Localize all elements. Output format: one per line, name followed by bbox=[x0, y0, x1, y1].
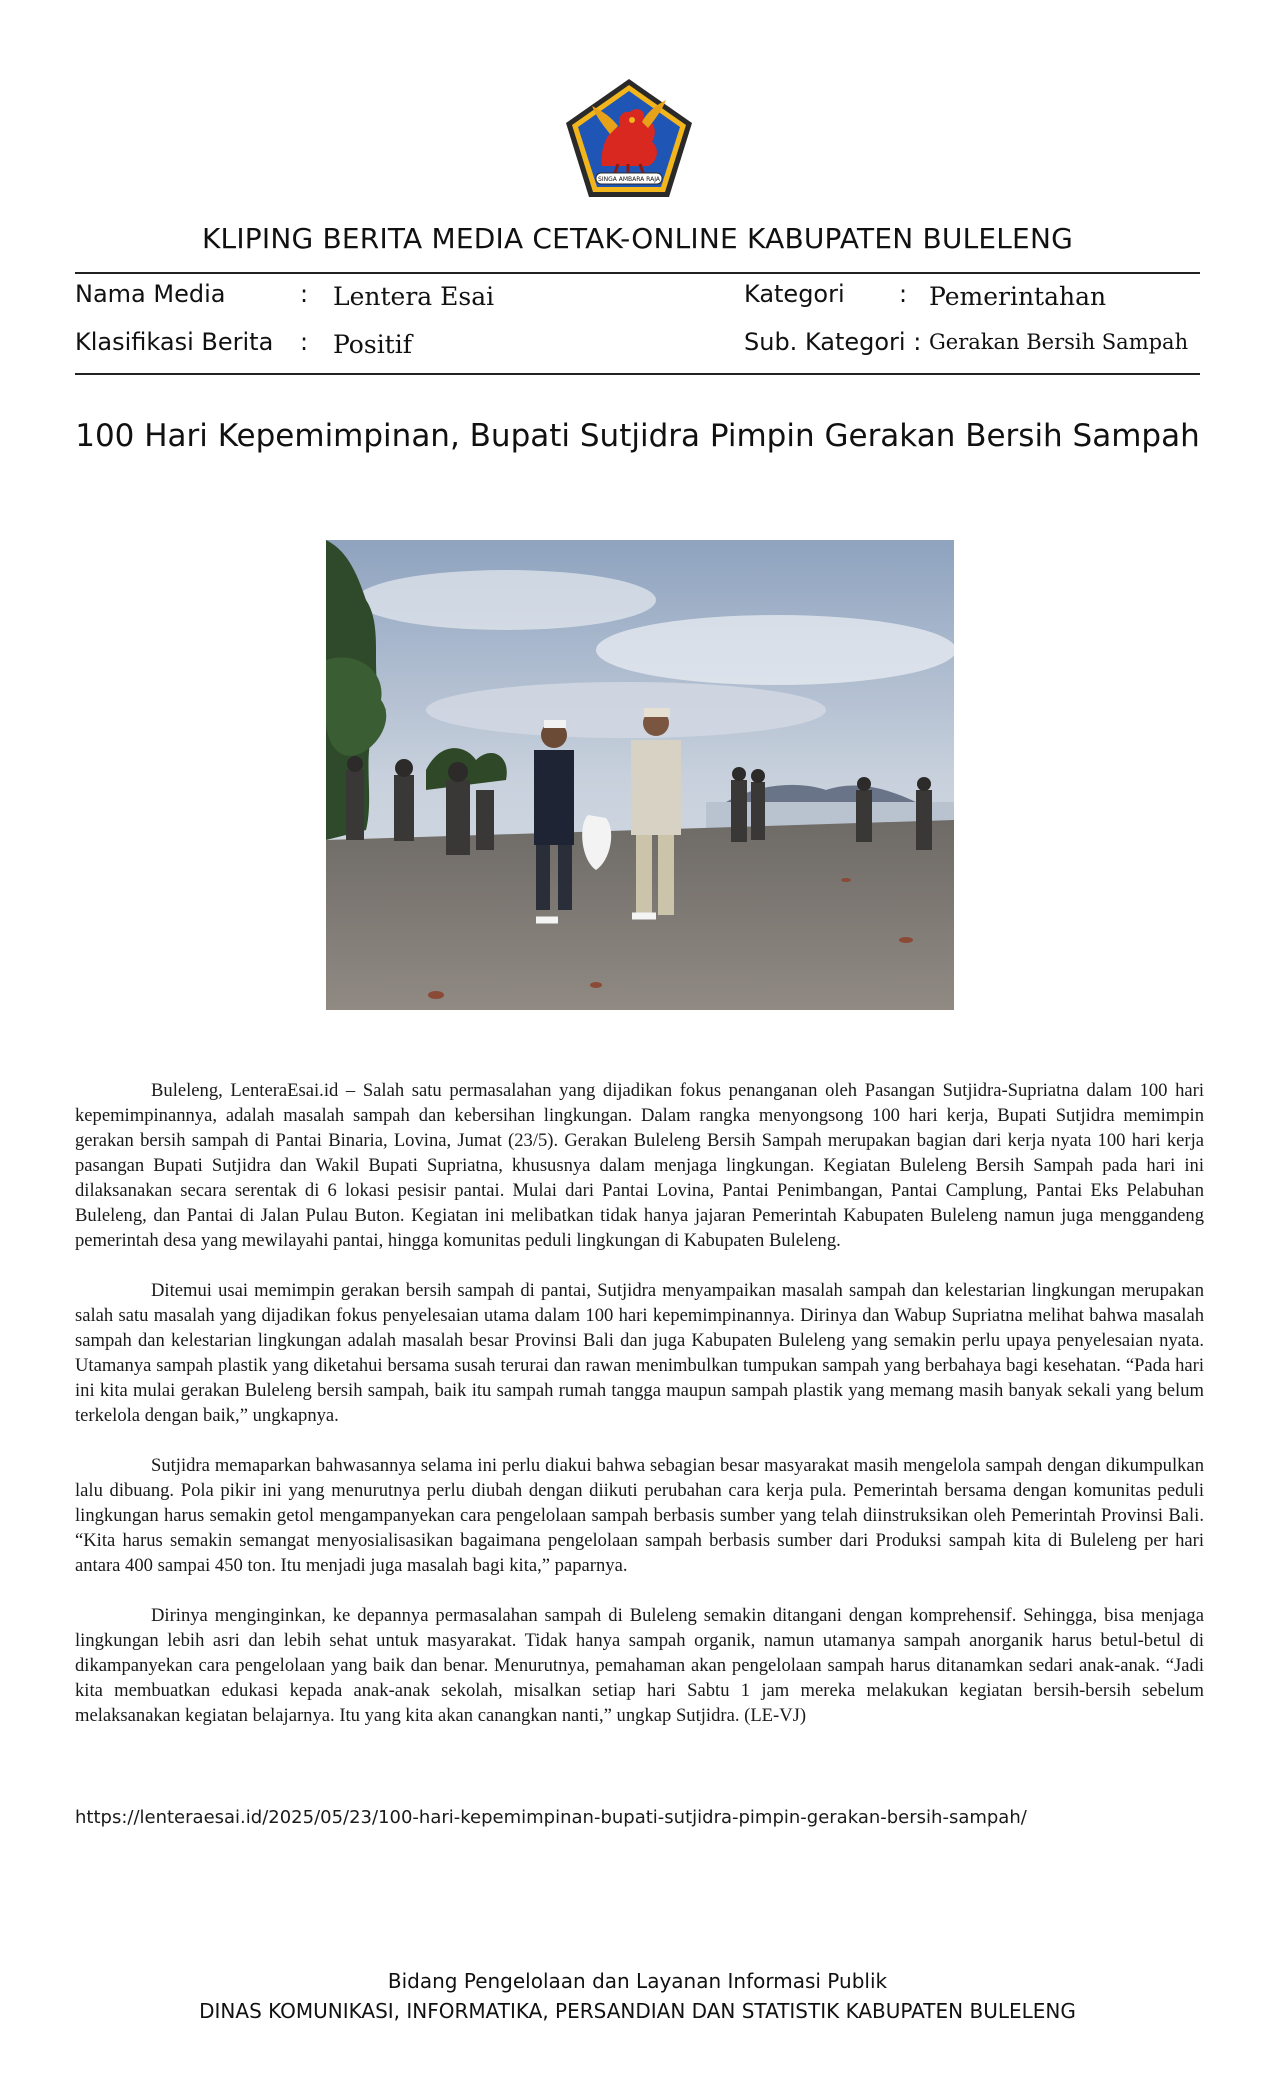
article-headline: 100 Hari Kepemimpinan, Bupati Sutjidra Pimpin Gerakan Bersih Sampah bbox=[75, 418, 1200, 454]
article-paragraph: Ditemui usai memimpin gerakan bersih sampah di pantai, Sutjidra menyampaikan masalah sampah dan kelestarian lingkungan merupakan salah satu masalah yang dijadikan fokus penyelesaian utama dalam 100 hari kepemimpinannya. Dirinya dan Wabup Supriatna melihat bahwa masalah sampah dan kelestarian lingkungan adalah masalah besar Provinsi Bali dan juga Kabupaten Buleleng yang semakin perlu upaya penyelesaian nyata. Utamanya sampah plastik yang diketahui bersama susah terurai dan rawan menimbulkan tumpukan sampah yang berbahaya bagi kesehatan. “Pada hari ini kita mulai gerakan Buleleng bersih sampah, baik itu sampah rumah tangga maupun sampah plastik yang memang masih banyak sekali yang belum terkelola dengan baik,” ungkapnya. bbox=[75, 1280, 1204, 1426]
classification-colon: : bbox=[300, 328, 309, 356]
footer-division: Bidang Pengelolaan dan Layanan Informasi Publik bbox=[387, 1969, 888, 1993]
beach-cleanup-photo bbox=[326, 540, 954, 1010]
article-paragraph: Buleleng, LenteraEsai.id – Salah satu permasalahan yang dijadikan fokus penanganan oleh Pasangan Sutjidra-Supriatna dalam 100 hari kepemimpinannya, adalah masalah sampah dan kebersihan lingkungan. Dalam rangka menyongsong 100 hari kerja, Bupati Sutjidra memimpin gerakan bersih sampah di Pantai Binaria, Lovina, Jumat (23/5). Gerakan Buleleng Bersih Sampah merupakan bagian dari kerja nyata 100 hari kerja pasangan Bupati Sutjidra dan Wakil Bupati Supriatna, khususnya dalam menjaga lingkungan. Kegiatan Buleleng Bersih Sampah pada hari ini dilaksanakan secara serentak di 6 lokasi pesisir pantai. Mulai dari Pantai Lovina, Pantai Penimbangan, Pantai Camplung, Pantai Eks Pelabuhan Buleleng, dan Pantai di Jalan Pulau Buton. Kegiatan ini melibatkan tidak hanya jajaran Pemerintah Kabupaten Buleleng namun juga menggandeng pemerintah desa yang mewilayahi pantai, hingga komunitas peduli lingkungan di Kabupaten Buleleng. bbox=[75, 1080, 1204, 1251]
source-url-link[interactable]: https://lenteraesai.id/2025/05/23/100-hari-kepemimpinan-bupati-sutjidra-pimpin-gerakan-bersih-sampah/ bbox=[75, 1807, 1027, 1828]
subcategory-value: Gerakan Bersih Sampah bbox=[929, 330, 1189, 354]
media-name-value: Lentera Esai bbox=[333, 282, 495, 311]
document-header-title: KLIPING BERITA MEDIA CETAK-ONLINE KABUPATEN BULELENG bbox=[201, 222, 1073, 255]
classification-label: Klasifikasi Berita bbox=[75, 328, 274, 356]
media-name-colon: : bbox=[300, 280, 309, 308]
category-value: Pemerintahan bbox=[929, 282, 1107, 311]
footer-agency: DINAS KOMUNIKASI, INFORMATIKA, PERSANDIAN DAN STATISTIK KABUPATEN BULELENG bbox=[199, 1999, 1076, 2023]
article-paragraph: Dirinya menginginkan, ke depannya permasalahan sampah di Buleleng semakin ditangani dengan komprehensif. Sehingga, bisa menjaga lingkungan lebih asri dan lebih sehat untuk masyarakat. Tidak hanya sampah organik, namun utamanya sampah anorganik harus betul-betul di dikampanyekan cara pengelolaan yang baik dan benar. Menurutnya, pemahaman akan pengelolaan sampah harus ditanamkan sedari anak-anak. “Jadi kita membuatkan edukasi kepada anak-anak sekolah, misalkan setiap hari Sabtu 1 jam mereka melakukan kegiatan bersih-bersih sebelum melaksanakan kegiatan belajarnya. Itu yang kita akan canangkan nanti,” ungkap Sutjidra. (LE-VJ) bbox=[75, 1605, 1204, 1726]
top-divider bbox=[75, 272, 1200, 274]
media-name-label: Nama Media bbox=[75, 280, 226, 308]
category-label: Kategori bbox=[744, 280, 845, 308]
subcategory-label: Sub. Kategori : bbox=[744, 328, 922, 356]
article-body bbox=[75, 1078, 1204, 1753]
article-paragraph: Sutjidra memaparkan bahwasannya selama ini perlu diakui bahwa sebagian besar masyarakat masih mengelola sampah dengan dikumpulkan lalu dibuang. Pola pikir ini yang menurutnya perlu diubah dengan diikuti perubahan cara kerja pula. Pemerintah bersama dengan komunitas peduli lingkungan harus semakin getol mengampanyekan cara pengelolaan sampah berbasis sumber yang telah diinstruksikan oleh Pemerintah Provinsi Bali. “Kita harus semakin semangat menyosialisasikan bagaimana pengelolaan sampah berbasis sumber dari Produksi sampah kita di Buleleng per hari antara 400 sampai 450 ton. Itu menjadi juga masalah bagi kita,” paparnya. bbox=[75, 1455, 1204, 1576]
bottom-divider bbox=[75, 373, 1200, 375]
category-colon: : bbox=[899, 280, 908, 308]
regency-logo-icon bbox=[562, 76, 696, 202]
logo-text: SINGA AMBARA RAJA bbox=[598, 176, 660, 183]
classification-value: Positif bbox=[333, 330, 412, 359]
